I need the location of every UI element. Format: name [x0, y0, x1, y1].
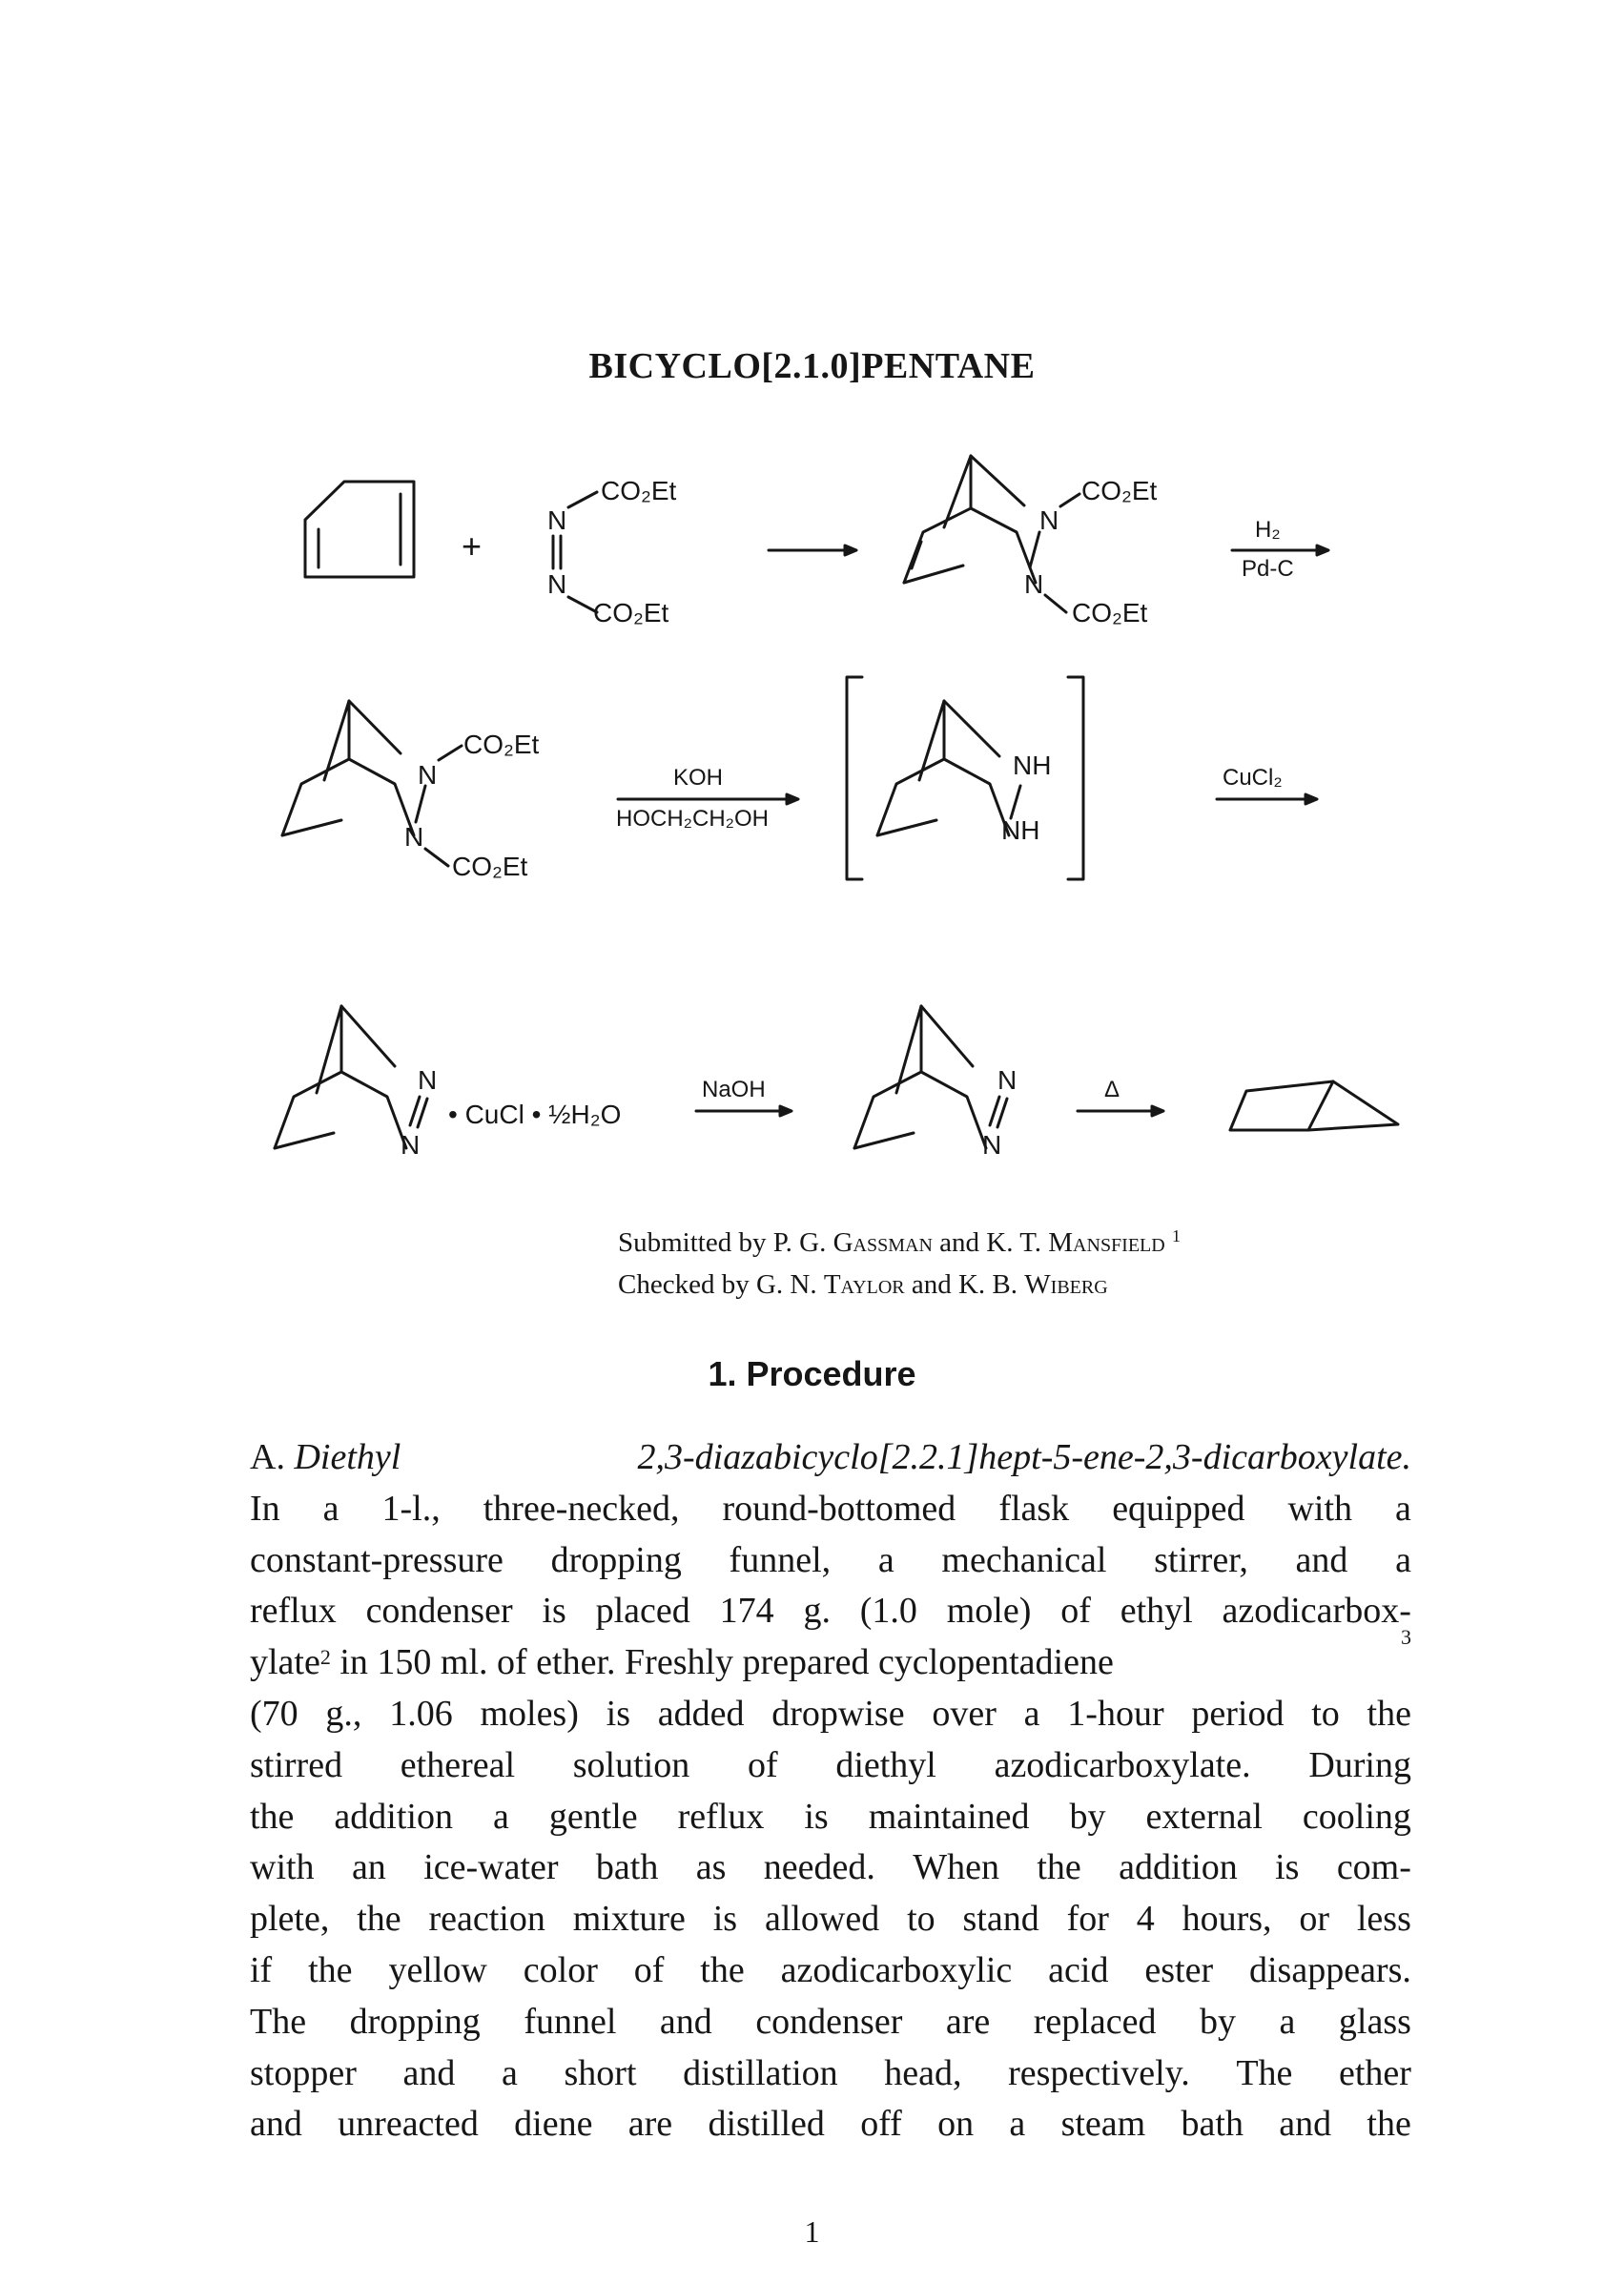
svg-text:N: N: [1039, 505, 1059, 535]
plus-sign: +: [462, 526, 483, 566]
text-line: stirred ethereal solution of diethyl azodicarboxylate. During: [250, 1744, 1411, 1785]
submitted-by: Submitted by P. G. Gassman and K. T. Mansfield $^1$: [618, 1226, 1181, 1258]
azo-copper-complex-structure: [275, 1006, 621, 1160]
section-title-line: A. Diethyl 2,3-diazabicyclo[2.2.1]hept-5-ene-2,3-dicarboxylate.: [250, 1437, 1411, 1477]
svg-text:N: N: [547, 569, 567, 599]
svg-text:N: N: [418, 1065, 438, 1095]
credits: [618, 1215, 1181, 1306]
text-line: the addition a gentle reflux is maintained by external cooling: [250, 1796, 1411, 1837]
svg-text:CO₂Et: CO₂Et: [463, 730, 540, 759]
page-number: 1: [804, 2214, 820, 2249]
svg-text:HOCH₂CH₂OH: HOCH₂CH₂OH: [616, 806, 769, 832]
svg-text:CO₂Et: CO₂Et: [601, 476, 677, 505]
procedure-text: [250, 1432, 1411, 2150]
svg-text:CO₂Et: CO₂Et: [593, 598, 669, 628]
azo-compound-structure: [854, 1006, 1017, 1160]
svg-text:CuCl₂: CuCl₂: [1223, 765, 1283, 791]
text-line: The dropping funnel and condenser are replaced by a glass: [250, 2001, 1411, 2042]
svg-text:Pd-C: Pd-C: [1242, 556, 1294, 582]
text-line: with an ice-water bath as needed. When the addition is com-: [250, 1847, 1411, 1888]
svg-text:NH: NH: [1001, 815, 1040, 845]
hydrazine-intermediate-structure: [877, 701, 1051, 845]
adduct-structure: [904, 456, 1158, 628]
svg-text:N: N: [547, 505, 567, 535]
page-title: BICYCLO[2.1.0]PENTANE: [588, 346, 1036, 386]
svg-text:N: N: [982, 1130, 1002, 1160]
text-line: In a 1-l., three-necked, round-bottomed flask equipped with a: [250, 1488, 1411, 1529]
svg-text:N: N: [1024, 569, 1044, 599]
bracket-left: [847, 677, 862, 879]
reaction-arrow-2: [1232, 517, 1328, 582]
svg-text:NH: NH: [1013, 751, 1052, 780]
svg-text:N: N: [418, 760, 438, 790]
reaction-arrow-5: [696, 1077, 791, 1116]
svg-text:N: N: [997, 1065, 1018, 1095]
svg-text:KOH: KOH: [673, 765, 724, 791]
svg-text:• CuCl • ½H₂O: • CuCl • ½H₂O: [448, 1100, 622, 1129]
procedure-heading: 1. Procedure: [708, 1354, 916, 1393]
reaction-arrow-3: [616, 765, 798, 832]
reaction-arrow-6: [1078, 1077, 1163, 1116]
svg-text:CO₂Et: CO₂Et: [452, 852, 528, 881]
bracket-right: [1068, 677, 1083, 879]
cyclopentadiene-structure: [305, 482, 414, 577]
text-line: plete, the reaction mixture is allowed to stand for 4 hours, or less: [250, 1899, 1411, 1940]
svg-text:CO₂Et: CO₂Et: [1072, 598, 1148, 628]
checked-by: Checked by G. N. Taylor and K. B. Wiberg: [618, 1269, 1108, 1300]
text-line: constant-pressure dropping funnel, a mechanical stirrer, and a: [250, 1539, 1411, 1580]
svg-text:CO₂Et: CO₂Et: [1081, 476, 1158, 505]
svg-text:H₂: H₂: [1255, 517, 1281, 543]
reaction-arrow-4: [1217, 765, 1317, 804]
azodicarboxylate-structure: [547, 476, 677, 628]
svg-text:NaOH: NaOH: [702, 1077, 766, 1102]
svg-text:N: N: [401, 1130, 421, 1160]
text-line: if the yellow color of the azodicarboxylic acid ester disappears.: [250, 1949, 1411, 1990]
text-line: (70 g., 1.06 moles) is added dropwise over a 1-hour period to the: [250, 1693, 1411, 1734]
text-line: stopper and a short distillation head, respectively. The ether: [250, 2052, 1411, 2093]
saturated-adduct-structure: [282, 701, 540, 881]
bicyclopentane-structure: [1230, 1081, 1398, 1130]
svg-text:N: N: [404, 822, 424, 852]
text-line: and unreacted diene are distilled off on a steam bath and the: [250, 2104, 1411, 2145]
text-line: reflux condenser is placed 174 g. (1.0 mole) of ethyl azodicarbox-: [250, 1591, 1411, 1632]
reaction-arrow-1: [769, 545, 856, 555]
svg-text:Δ: Δ: [1104, 1077, 1120, 1102]
text-line: ylate$^2$ in 150 ml. of ether. Freshly prepared cyclopentadiene 3: [250, 1625, 1411, 1683]
